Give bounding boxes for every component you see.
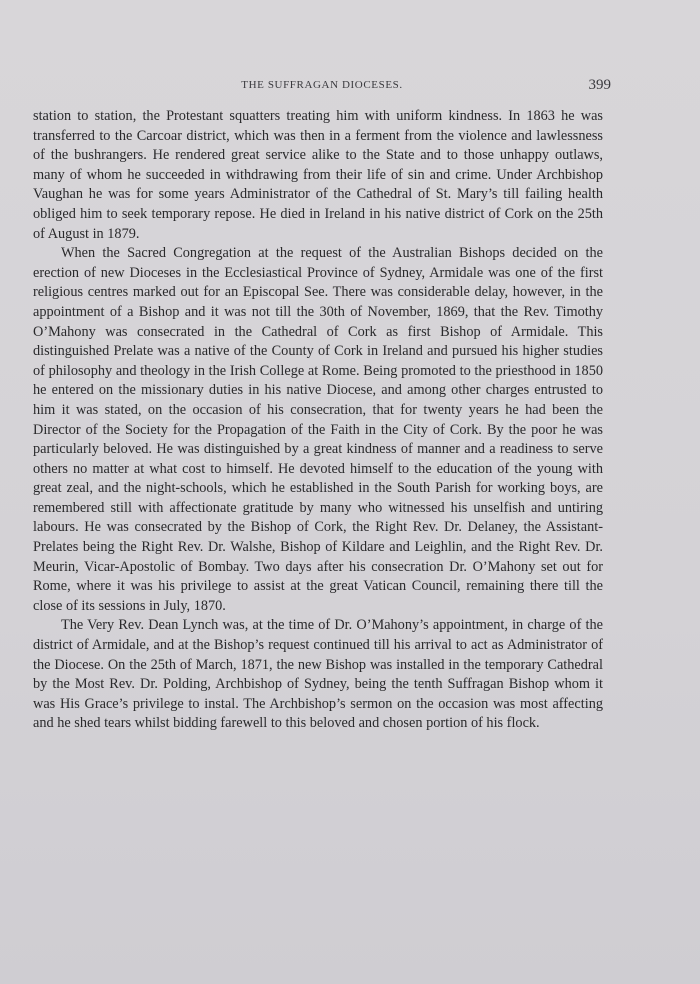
paragraph-dean-lynch: The Very Rev. Dean Lynch was, at the time of Dr. O’Mahony’s appointment, in charge of the district of Armidale, and at the Bishop’s request continued till his arrival to act as Administrator of the Diocese. On the 25th of March, 1871, the new Bishop was installed in the temporary Cathedral by the Most Rev. Dr. Polding, Archbishop of Sydney, being the tenth Suffragan Bishop whom it was His Grace’s privilege to instal. The Archbishop’s sermon on the occasion was most affecting and he shed tears whilst bidding farewell to this beloved and chosen portion of his flock. xyxy=(33,617,603,732)
page-header xyxy=(33,77,611,97)
paragraph-armidale-diocese: When the Sacred Congregation at the request of the Australian Bishops decided on the erection of new Dioceses in the Ecclesiastical Province of Sydney, Armidale was one of the first religious centres marked out for an Episcopal See. There was considerable delay, however, in the appointment of a Bishop and it was not till the 30th of November, 1869, that the Rev. Timothy O’Mahony was consecrated in the Cathedral of Cork as first Bishop of Armidale. This distinguished Prelate was a native of the County of Cork in Ireland and pursued his higher studies of philosophy and theology in the Irish College at Rome. Being promoted to the priesthood in 1850 he entered on the missionary duties in his native Diocese, and among other charges entrusted to him it was stated, on the occasion of his consecration, that for twenty years he had been the Director of the Society for the Propagation of the Faith in the City of Cork. By the poor he was particularly beloved. He was distinguished by a great kindness of manner and a readiness to serve others no matter at what cost to himself. He devoted himself to the education of the young with great zeal, and the night-schools, which he established in the South Parish for working boys, are remembered still with affectionate gratitude by many who witnessed his unselfish and untiring labours. He was consecrated by the Bishop of Cork, the Right Rev. Dr. Delaney, the Assistant-Prelates being the Right Rev. Dr. Walshe, Bishop of Kildare and Leighlin, and the Right Rev. Dr. Meurin, Vicar-Apostolic of Bombay. Two days after his consecration Dr. O’Mahony set out for Rome, where it was his privilege to assist at the great Vatican Council, remaining there till the close of its sessions in July, 1870. xyxy=(33,245,603,614)
page-number: 399 xyxy=(588,77,611,93)
body-text xyxy=(33,107,603,734)
running-title: THE SUFFRAGAN DIOCESES. xyxy=(241,79,403,91)
paragraph-continued: station to station, the Protestant squatters treating him with uniform kindness. In 1863 he was transferred to the Carcoar district, which was then in a ferment from the violence and lawlessness of the bushrangers. He rendered great service alike to the State and to those unhappy outlaws, many of whom he succeeded in withdrawing from their life of sin and crime. Under Archbishop Vaughan he was for some years Administrator of the Cathedral of St. Mary’s till failing health obliged him to seek temporary repose. He died in Ireland in his native district of Cork on the 25th of August in 1879. xyxy=(33,108,603,242)
